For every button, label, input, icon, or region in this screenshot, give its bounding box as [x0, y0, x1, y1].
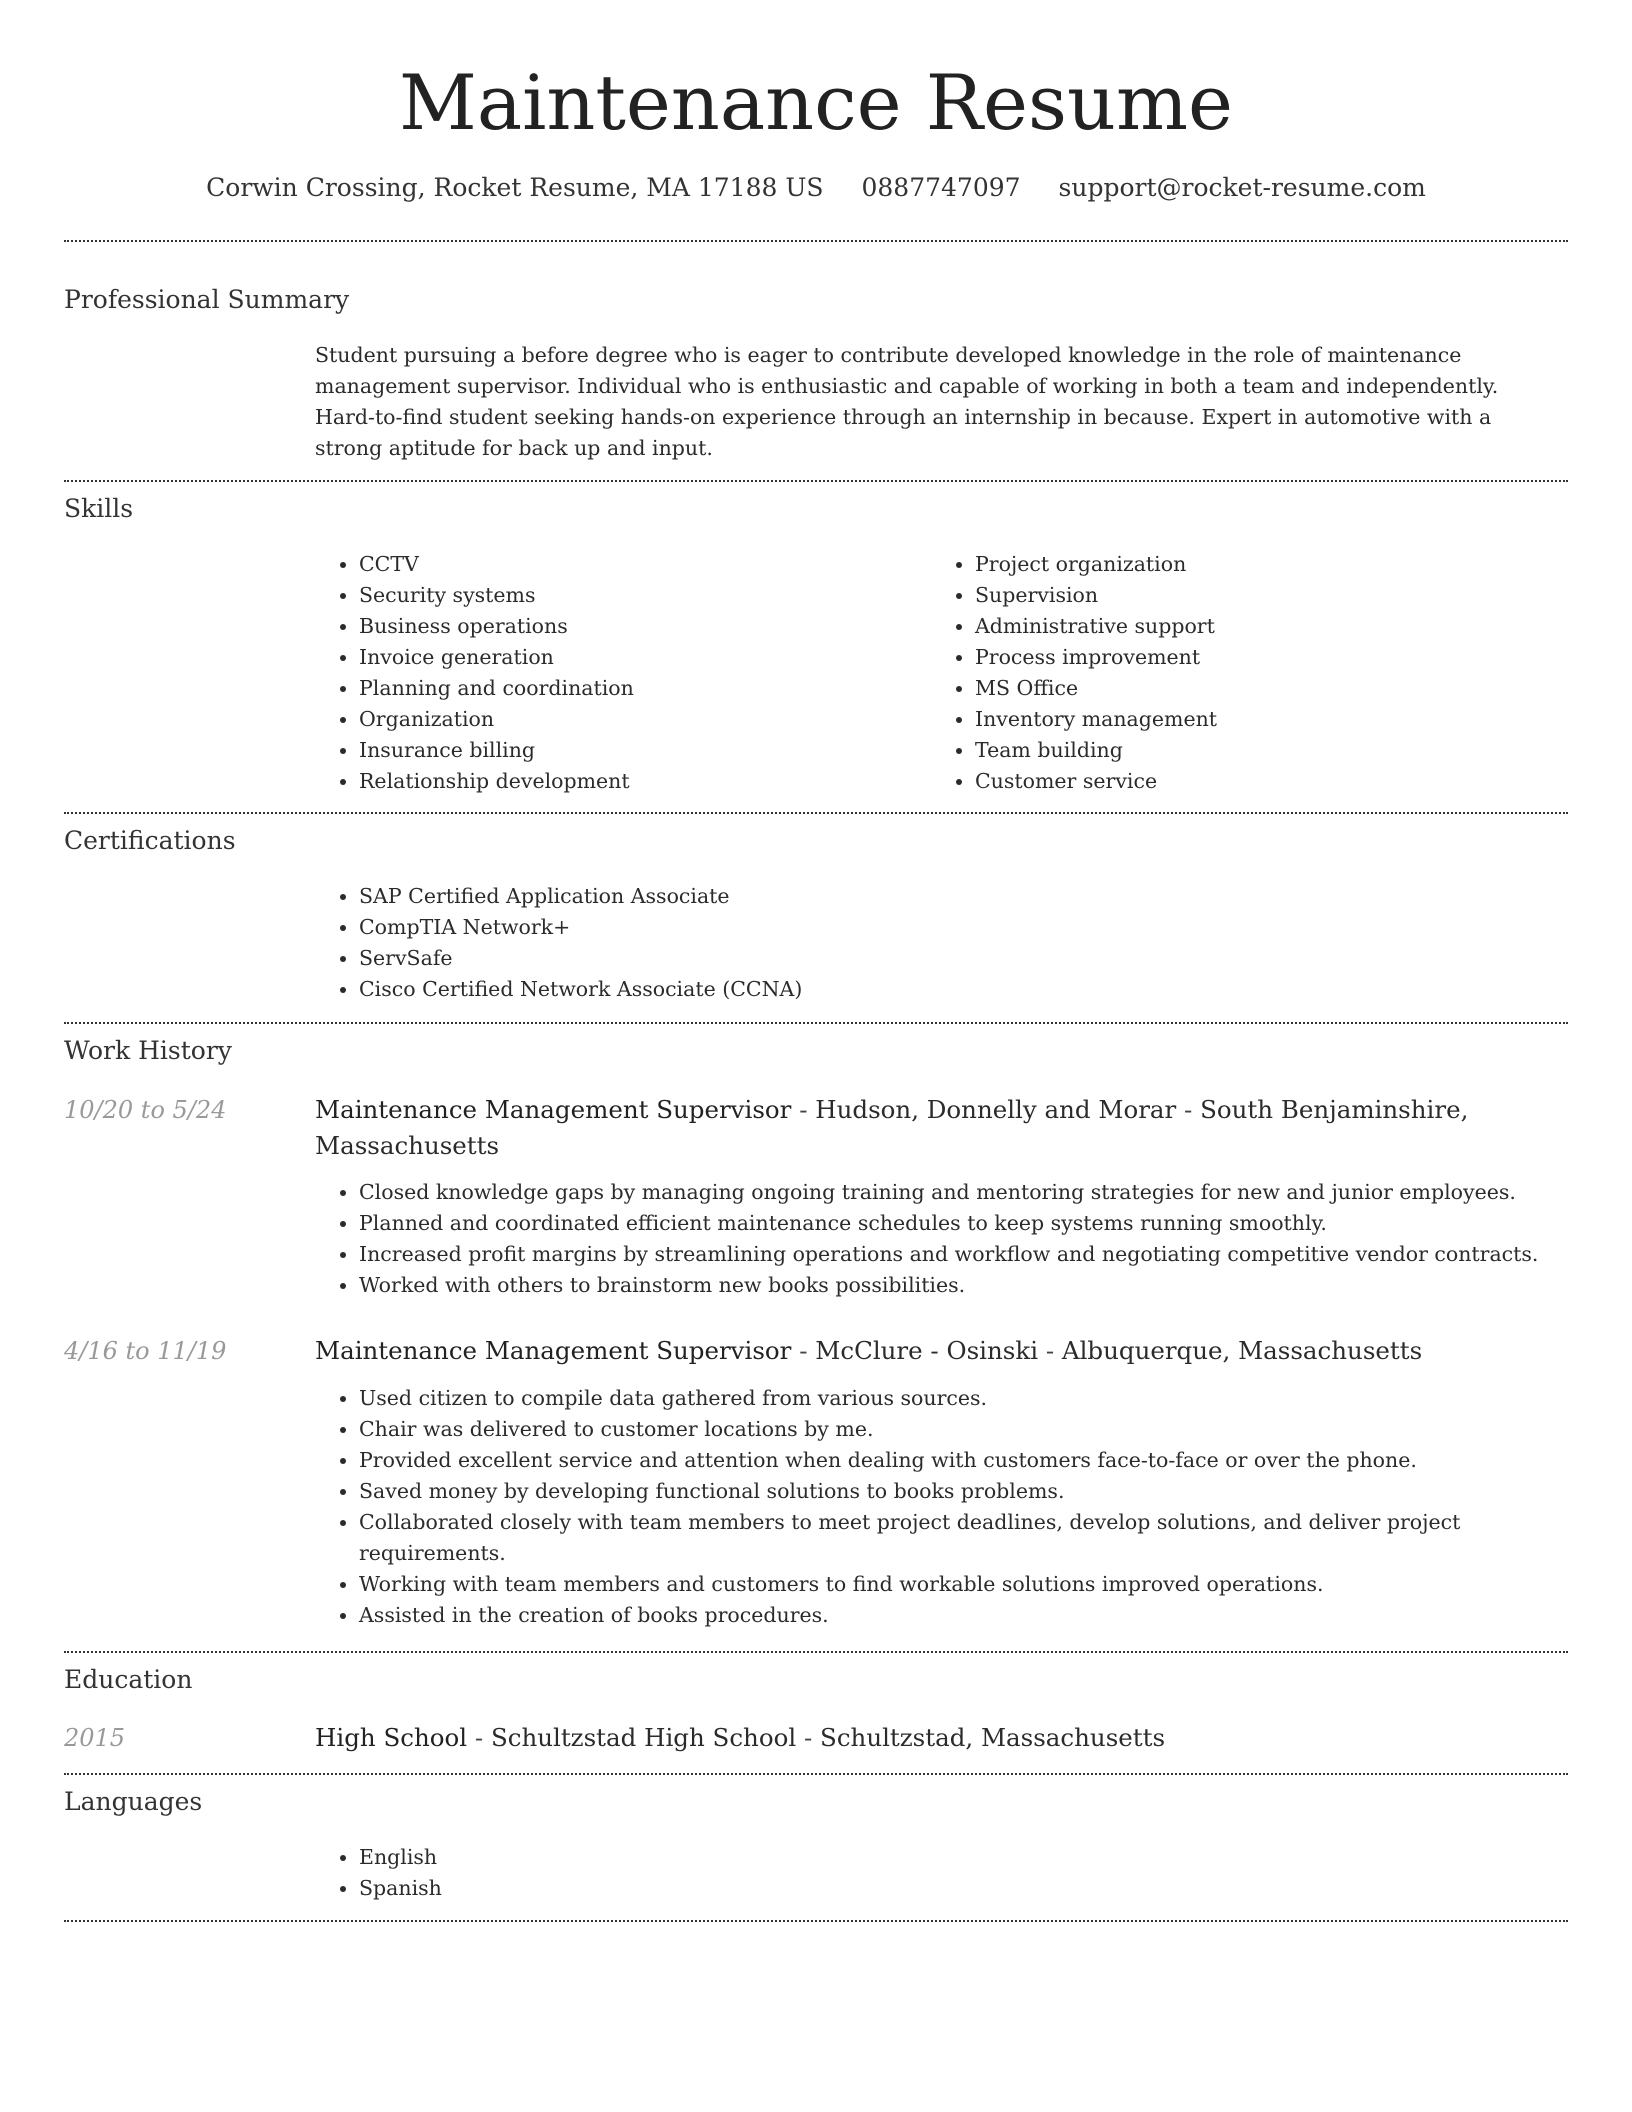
- section-divider: [64, 1920, 1568, 1922]
- certification-item: • Cisco Certified Network Associate (CCNA): [359, 974, 1559, 1005]
- language-item: • Spanish: [359, 1873, 959, 1904]
- section-divider: [64, 480, 1568, 482]
- skill-item: • CCTV: [359, 549, 919, 580]
- certifications-list: [315, 881, 1559, 1005]
- skill-item: • Process improvement: [975, 642, 1535, 673]
- education-school: Schultzstad High School: [490, 1723, 797, 1752]
- work-history-heading: Work History: [64, 1036, 232, 1065]
- job-dates: 10/20 to 5/24: [64, 1096, 227, 1124]
- section-divider: [64, 1022, 1568, 1024]
- job-heading: Maintenance Management Supervisor - Hudson, Donnelly and Morar - South Benjaminshire, Massachusetts: [315, 1095, 1469, 1160]
- skill-item: • Inventory management: [975, 704, 1535, 735]
- job-heading: Maintenance Management Supervisor - McClure - Osinski - Albuquerque, Massachusetts: [315, 1336, 1423, 1365]
- skills-heading: Skills: [64, 494, 134, 523]
- education-year: 2015: [64, 1724, 126, 1752]
- section-divider: [64, 240, 1568, 242]
- summary-text: Student pursuing a before degree who is eager to contribute developed knowledge in the role of maintenance management supervisor. Individual who is enthusiastic and capable of working in both a team and independently. Hard-to-find student seeking hands-on experience through an internship in because. Expert in automotive with a strong aptitude for back up and input.: [315, 343, 1499, 460]
- section-divider: [64, 1773, 1568, 1775]
- contact-phone: 0887747097: [861, 173, 1021, 202]
- languages-list: [315, 1842, 959, 1904]
- languages-heading: Languages: [64, 1787, 203, 1816]
- job-bullet: • Assisted in the creation of books procedures.: [359, 1600, 1539, 1631]
- job-bullet: • Increased profit margins by streamlining operations and workflow and negotiating competitive vendor contracts.: [359, 1239, 1609, 1270]
- education-degree: High School: [315, 1723, 468, 1752]
- skill-item: • Invoice generation: [359, 642, 919, 673]
- skills-list-left: [315, 549, 919, 797]
- job-bullets: [315, 1383, 1539, 1631]
- skill-item: • Relationship development: [359, 766, 919, 797]
- certification-item: • SAP Certified Application Associate: [359, 881, 1559, 912]
- education-entry: High School - Schultzstad High School - Schultzstad, Massachusetts: [315, 1723, 1166, 1752]
- job-title: Maintenance Management Supervisor: [315, 1095, 792, 1124]
- contact-line: [64, 170, 1568, 206]
- job-company: Hudson, Donnelly and Morar: [815, 1095, 1177, 1124]
- skill-item: • Planning and coordination: [359, 673, 919, 704]
- job-location: South Benjaminshire, Massachusetts: [315, 1095, 1469, 1160]
- job-company: McClure - Osinski: [815, 1336, 1039, 1365]
- job-bullet: • Worked with others to brainstorm new books possibilities.: [359, 1270, 1609, 1301]
- section-divider: [64, 812, 1568, 814]
- resume-title: Maintenance Resume: [399, 58, 1233, 147]
- skill-item: • Business operations: [359, 611, 919, 642]
- education-location: Schultzstad, Massachusetts: [820, 1723, 1166, 1752]
- job-title: Maintenance Management Supervisor: [315, 1336, 792, 1365]
- skill-item: • MS Office: [975, 673, 1535, 704]
- job-bullet: • Provided excellent service and attention when dealing with customers face-to-face or over the phone.: [359, 1445, 1539, 1476]
- skill-item: • Supervision: [975, 580, 1535, 611]
- section-divider: [64, 1651, 1568, 1653]
- language-item: • English: [359, 1842, 959, 1873]
- certification-item: • ServSafe: [359, 943, 1559, 974]
- certifications-heading: Certifications: [64, 826, 236, 855]
- contact-email: support@rocket-resume.com: [1058, 173, 1426, 202]
- skill-item: • Organization: [359, 704, 919, 735]
- job-bullets: [315, 1177, 1609, 1301]
- job-bullet: • Working with team members and customers to find workable solutions improved operations.: [359, 1569, 1539, 1600]
- job-bullet: • Saved money by developing functional solutions to books problems.: [359, 1476, 1539, 1507]
- skill-item: • Project organization: [975, 549, 1535, 580]
- job-dates: 4/16 to 11/19: [64, 1337, 227, 1365]
- job-bullet: • Closed knowledge gaps by managing ongoing training and mentoring strategies for new and junior employees.: [359, 1177, 1609, 1208]
- skill-item: • Administrative support: [975, 611, 1535, 642]
- contact-address: Corwin Crossing, Rocket Resume, MA 17188 US: [206, 173, 824, 202]
- job-bullet: • Collaborated closely with team members to meet project deadlines, develop solutions, and deliver project requirements.: [359, 1507, 1539, 1569]
- summary-heading: Professional Summary: [64, 285, 350, 314]
- skill-item: • Security systems: [359, 580, 919, 611]
- job-bullet: • Chair was delivered to customer locations by me.: [359, 1414, 1539, 1445]
- skills-list-right: [931, 549, 1535, 797]
- skill-item: • Insurance billing: [359, 735, 919, 766]
- skill-item: • Team building: [975, 735, 1535, 766]
- certification-item: • CompTIA Network+: [359, 912, 1559, 943]
- education-heading: Education: [64, 1665, 193, 1694]
- job-bullet: • Planned and coordinated efficient maintenance schedules to keep systems running smoothly.: [359, 1208, 1609, 1239]
- job-location: Albuquerque, Massachusetts: [1061, 1336, 1423, 1365]
- job-bullet: • Used citizen to compile data gathered from various sources.: [359, 1383, 1539, 1414]
- skill-item: • Customer service: [975, 766, 1535, 797]
